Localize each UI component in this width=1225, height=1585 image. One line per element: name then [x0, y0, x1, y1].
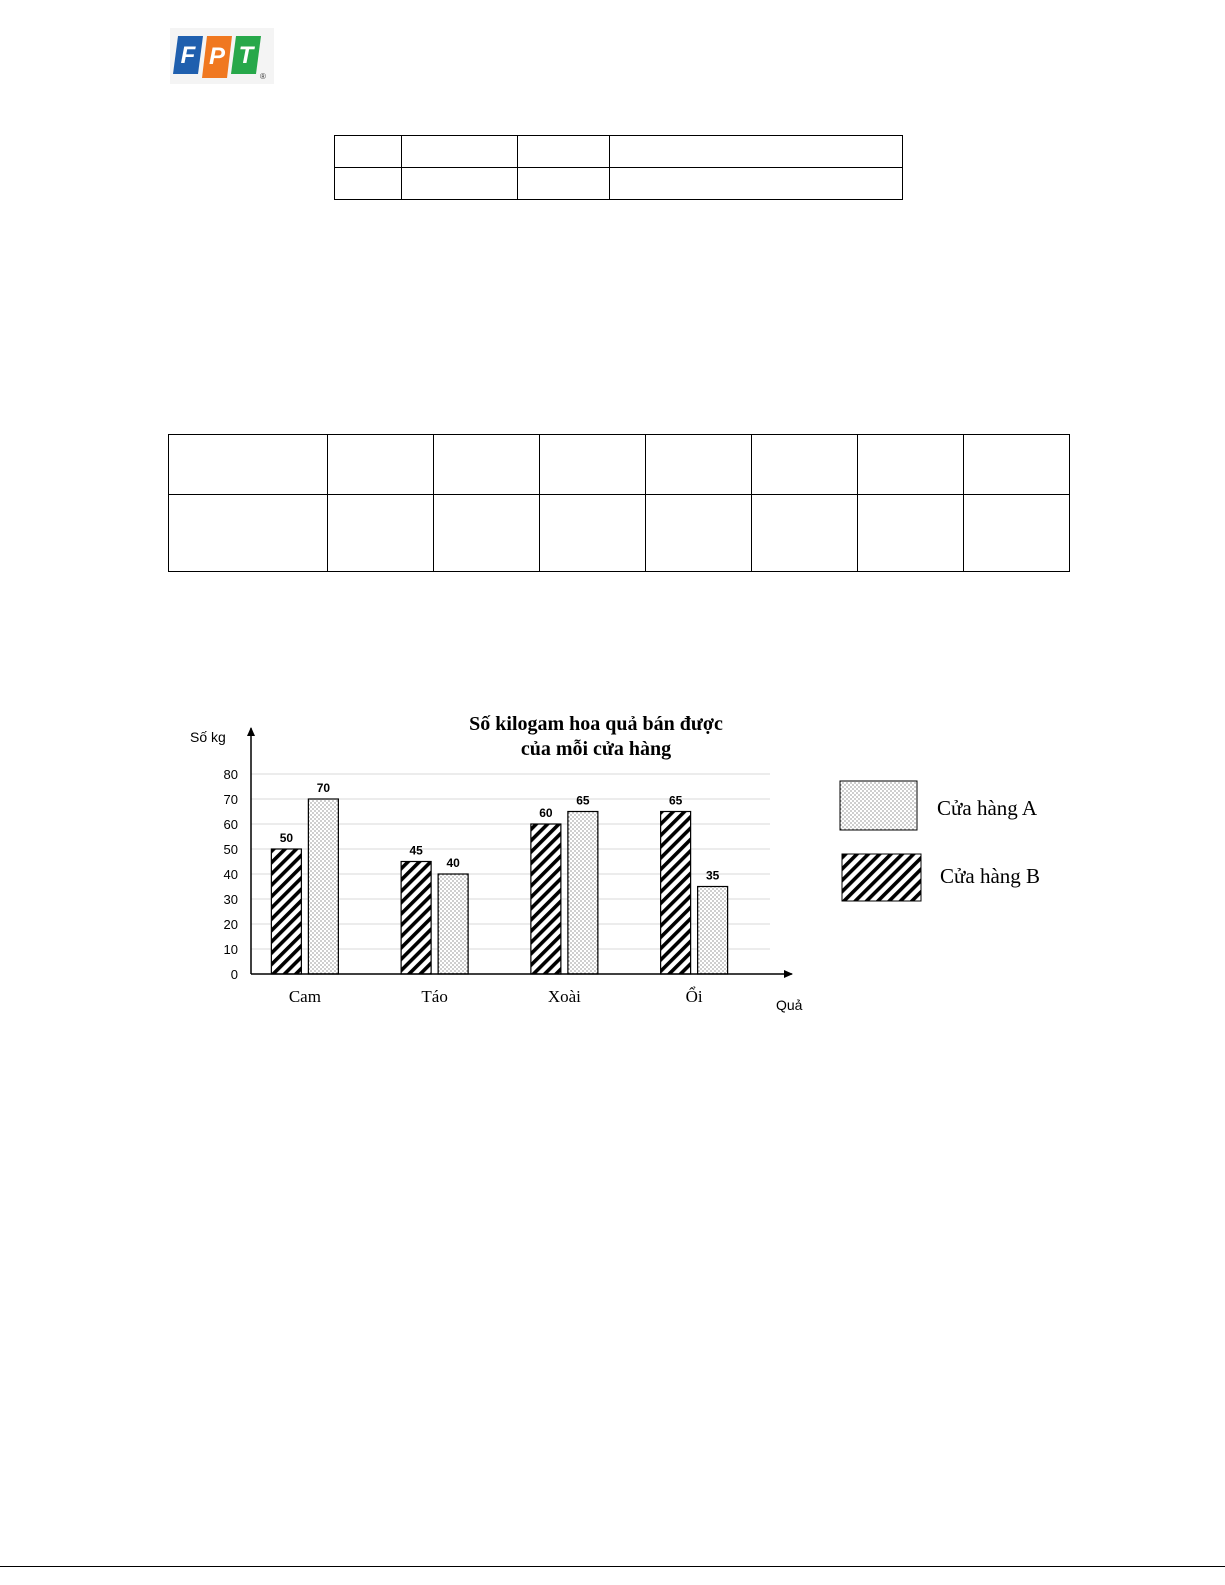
- data-label: 50: [279, 831, 294, 845]
- bar: [531, 824, 561, 974]
- data-label: 45: [409, 843, 423, 858]
- table-cell: [328, 495, 434, 572]
- logo-tile-p: [202, 36, 232, 78]
- legend-label-b: Cửa hàng B: [940, 864, 1041, 888]
- table-cell: [402, 168, 518, 200]
- data-label: 60: [539, 806, 553, 820]
- legend-swatch-b: [842, 854, 921, 901]
- table-cell: [402, 136, 518, 168]
- table-cell: [518, 136, 610, 168]
- bar: [661, 812, 691, 975]
- table-cell: [610, 168, 903, 200]
- table-cell: [434, 435, 540, 495]
- y-tick-label: 20: [223, 917, 238, 932]
- table-cell: [328, 435, 434, 495]
- table-cell: [540, 435, 646, 495]
- table-cell: [752, 495, 858, 572]
- x-axis-label: Quả: [776, 997, 803, 1013]
- table-cell: [646, 495, 752, 572]
- chart-title-line-2: của mỗi cửa hàng: [520, 738, 672, 760]
- logo-tile-f: [173, 36, 203, 74]
- x-tick-label: Ổi: [685, 987, 703, 1006]
- bar: [568, 812, 598, 975]
- x-tick-label: Cam: [288, 987, 321, 1006]
- svg-text:T: T: [238, 42, 254, 69]
- bar: [271, 849, 301, 974]
- table-cell: [169, 435, 328, 495]
- table-cell: [964, 495, 1070, 572]
- bar: [698, 887, 728, 975]
- table-cell: [335, 136, 402, 168]
- x-tick-label: Xoài: [547, 987, 581, 1006]
- table-cell: [964, 435, 1070, 495]
- data-label: 70: [316, 781, 331, 795]
- y-tick-label: 40: [223, 867, 238, 882]
- data-table-empty: [168, 434, 1070, 572]
- x-tick-label: Táo: [421, 987, 448, 1006]
- table-cell: [646, 435, 752, 495]
- legend-swatch-a: [840, 781, 917, 830]
- table-cell: [540, 495, 646, 572]
- y-tick-label: 50: [223, 842, 238, 857]
- y-tick-label: 0: [230, 967, 238, 982]
- y-tick-label: 60: [223, 817, 238, 832]
- data-label: 65: [668, 793, 683, 808]
- table-cell: [169, 495, 328, 572]
- svg-text:P: P: [208, 43, 226, 70]
- info-table-top: [334, 135, 903, 200]
- y-axis-label: Số kg: [190, 729, 226, 745]
- svg-text:®: ®: [260, 72, 266, 81]
- y-tick-label: 10: [223, 942, 238, 957]
- table-cell: [610, 136, 903, 168]
- bar: [438, 874, 468, 974]
- table-cell: [858, 435, 964, 495]
- table-cell: [434, 495, 540, 572]
- y-tick-label: 30: [223, 892, 238, 907]
- data-label: 35: [705, 868, 720, 883]
- fruit-sales-chart: [170, 690, 1060, 1025]
- logo-tile-t: [231, 36, 261, 74]
- data-label: 40: [446, 856, 460, 870]
- y-tick-label: 70: [223, 792, 238, 807]
- y-tick-label: 80: [223, 767, 238, 782]
- table-cell: [335, 168, 402, 200]
- bar: [401, 862, 431, 975]
- data-label: 65: [576, 793, 590, 808]
- chart-title-line-1: Số kilogam hoa quả bán được: [469, 713, 723, 735]
- page-bottom-rule: [0, 1566, 1225, 1567]
- fpt-logo: [170, 28, 274, 84]
- table-cell: [858, 495, 964, 572]
- svg-text:F: F: [180, 42, 196, 69]
- table-cell: [518, 168, 610, 200]
- legend-label-a: Cửa hàng A: [937, 796, 1038, 820]
- bar: [308, 799, 338, 974]
- table-cell: [752, 435, 858, 495]
